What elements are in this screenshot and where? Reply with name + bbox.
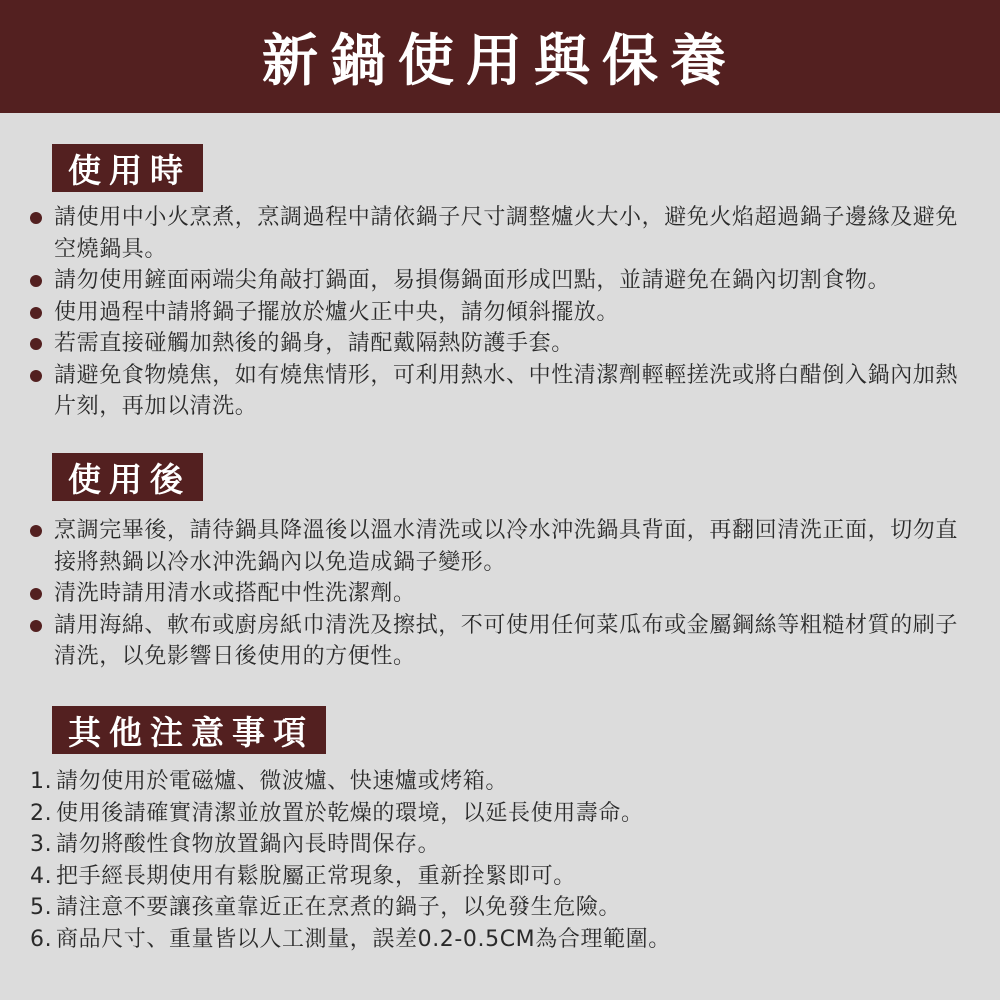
during-use-list: [30, 202, 975, 423]
page-title: 新鍋使用與保養: [262, 28, 738, 94]
list-item: 清洗時請用清水或搭配中性洗潔劑。: [30, 578, 975, 610]
list-item: 1. 請勿使用於電磁爐、微波爐、快速爐或烤箱。: [30, 766, 975, 798]
section-heading-label: 使用時: [68, 150, 191, 190]
item-number: 3.: [30, 832, 53, 857]
title-banner: [0, 0, 1000, 113]
bullet-icon: [30, 525, 42, 537]
after-use-list: [30, 515, 975, 673]
list-item: 5. 請注意不要讓孩童靠近正在烹煮的鍋子，以免發生危險。: [30, 892, 975, 924]
bullet-icon: [30, 370, 42, 382]
bullet-icon: [30, 212, 42, 224]
list-item: 若需直接碰觸加熱後的鍋身，請配戴隔熱防護手套。: [30, 328, 975, 360]
bullet-icon: [30, 588, 42, 600]
list-item: 6. 商品尺寸、重量皆以人工測量，誤差0.2-0.5CM為合理範圍。: [30, 924, 975, 956]
section-heading-other-notes: [52, 706, 326, 754]
list-item: 請使用中小火烹煮，烹調過程中請依鍋子尺寸調整爐火大小，避免火焰超過鍋子邊緣及避免空燒鍋具。: [30, 202, 975, 265]
item-number: 5.: [30, 895, 53, 920]
item-number: 2.: [30, 800, 53, 826]
other-notes-list: [30, 766, 975, 955]
list-item: 3. 請勿將酸性食物放置鍋內長時間保存。: [30, 829, 975, 861]
section-heading-during-use: [52, 144, 203, 192]
item-number: 4.: [30, 863, 53, 889]
section-heading-after-use: [52, 453, 203, 501]
bullet-icon: [30, 338, 42, 350]
list-item: 4. 把手經長期使用有鬆脫屬正常現象，重新拴緊即可。: [30, 861, 975, 893]
list-item: 使用過程中請將鍋子擺放於爐火正中央，請勿傾斜擺放。: [30, 297, 975, 329]
item-number: 6.: [30, 926, 53, 952]
list-item: 請用海綿、軟布或廚房紙巾清洗及擦拭，不可使用任何菜瓜布或金屬鋼絲等粗糙材質的刷子清洗，以免影響日後使用的方便性。: [30, 610, 975, 673]
section-heading-label: 其他注意事項: [68, 712, 314, 752]
list-item: 請勿使用鏟面兩端尖角敲打鍋面，易損傷鍋面形成凹點，並請避免在鍋內切割食物。: [30, 265, 975, 297]
bullet-icon: [30, 620, 42, 632]
list-item: 2. 使用後請確實清潔並放置於乾燥的環境，以延長使用壽命。: [30, 798, 975, 830]
bullet-icon: [30, 275, 42, 287]
section-heading-label: 使用後: [68, 459, 191, 499]
bullet-icon: [30, 307, 42, 319]
item-number: 1.: [30, 769, 53, 794]
list-item: 請避免食物燒焦，如有燒焦情形，可利用熱水、中性清潔劑輕輕搓洗或將白醋倒入鍋內加熱片刻，再加以清洗。: [30, 360, 975, 423]
list-item: 烹調完畢後，請待鍋具降溫後以溫水清洗或以冷水沖洗鍋具背面，再翻回清洗正面，切勿直接將熱鍋以冷水沖洗鍋內以免造成鍋子變形。: [30, 515, 975, 578]
